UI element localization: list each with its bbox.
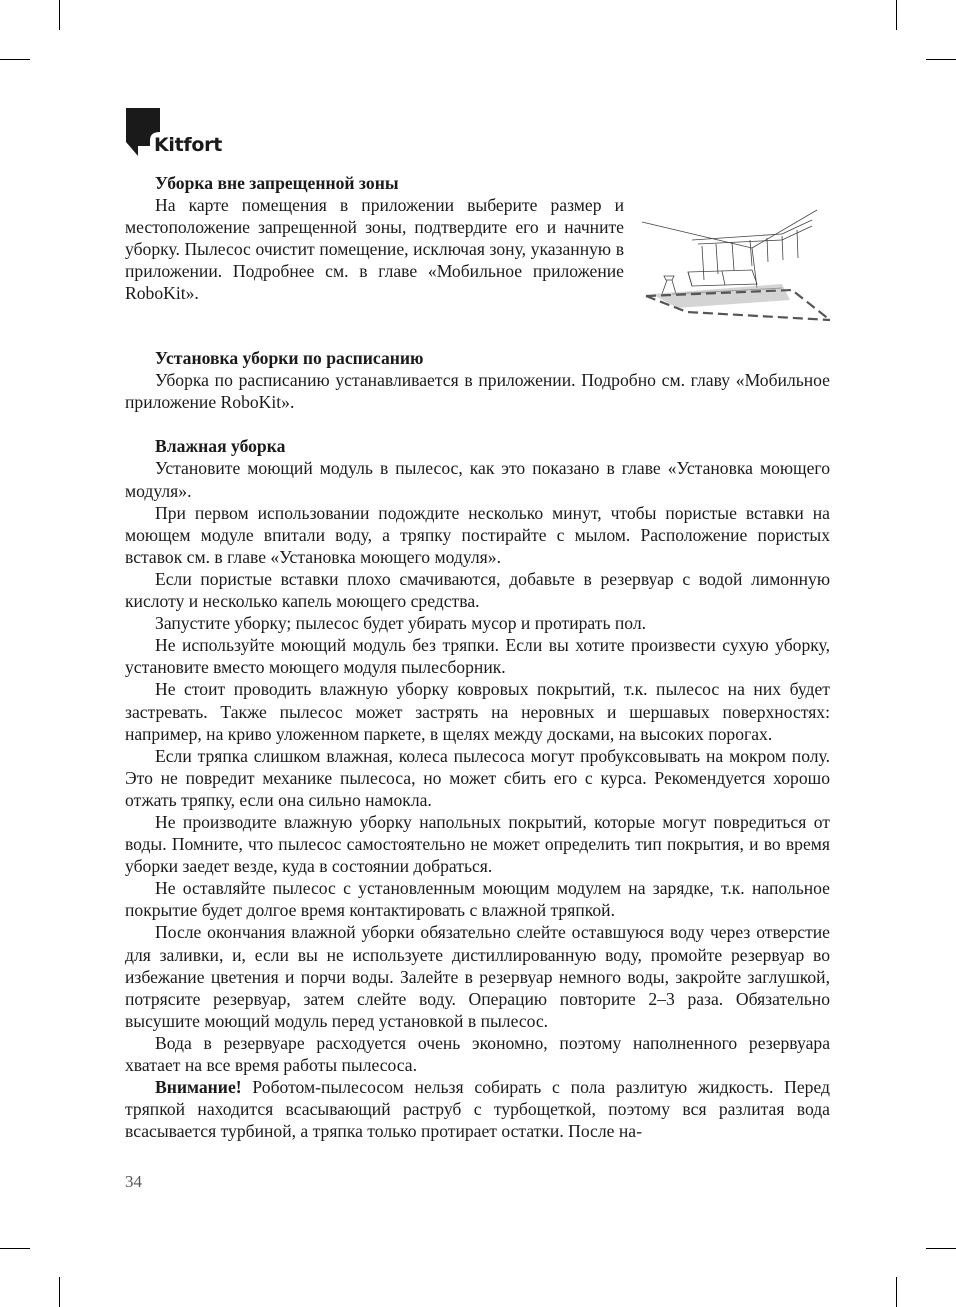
- crop-mark: [0, 59, 30, 60]
- crop-mark: [59, 1277, 60, 1307]
- section-title-zone: Уборка вне запрещенной зоны: [155, 173, 399, 193]
- section-title-schedule: Установка уборки по расписанию: [155, 348, 424, 369]
- wet-paragraph: При первом использовании подождите несколько минут, чтобы пористые вставки на моющем модуле впитали воду, а тряпку постирайте с мылом. Расположение пористых вставок см. в главе «Установка моющего модуля».: [125, 502, 830, 567]
- crop-mark: [926, 59, 956, 60]
- wet-paragraph: Вода в резервуаре расходуется очень экономно, поэтому наполненного резервуара хватает на все время работы пылесоса.: [125, 1032, 830, 1075]
- crop-mark: [59, 0, 60, 30]
- brand-name: Kitfort: [154, 134, 222, 156]
- section-title-wet: Влажная уборка: [155, 436, 286, 457]
- crop-mark: [896, 0, 897, 30]
- page-content: [125, 172, 830, 1142]
- wet-paragraph: Если пористые вставки плохо смачиваются, добавьте в резервуар с водой лимонную кислоту и несколько капель моющего средства.: [125, 568, 830, 612]
- warning-paragraph: [125, 1076, 830, 1142]
- wet-paragraph: После окончания влажной уборки обязательно слейте оставшуюся воду через отверстие для заливки, и, если вы не используете дистиллированную воду, промойте резервуар во избежание цветения и порчи воды. Залейте в резервуар немного воды, закройте заглушкой, потрясите резервуар, затем слейте воду. Операцию повторите 2–3 раза. Обязательно высушите моющий модуль перед установкой в пылесос.: [125, 922, 830, 1031]
- wet-paragraph: Не оставляйте пылесос с установленным моющим модулем на зарядке, т.к. напольное покрытие будет долгое время контактировать с влажной тряпкой.: [125, 878, 830, 921]
- wet-paragraph: Не стоит проводить влажную уборку ковровых покрытий, т.к. пылесос на них будет застревать. Также пылесос может застрять на неровных и шершавых поверхностях: например, на криво уложенном паркете, в щелях между досками, на высоких порогах.: [125, 679, 830, 744]
- room-zone-illustration: [632, 200, 832, 325]
- spacer: [125, 325, 830, 347]
- zone-text: На карте помещения в приложении выберите размер и местоположение запрещенной зоны, подтвердите его и начните уборку. Пылесос очистит помещение, исключая зону, указанную в приложении. Подробнее см. в главе «Мобильное приложение RoboKit».: [125, 195, 624, 304]
- wet-paragraph: Не используйте моющий модуль без тряпки. Если вы хотите произвести сухую уборку, установите вместо моющего модуля пылесборник.: [125, 635, 830, 678]
- warning-label: Внимание!: [155, 1077, 242, 1098]
- page-number: 34: [125, 1172, 142, 1191]
- crop-mark: [926, 1248, 956, 1249]
- spacer: [125, 413, 830, 435]
- warning-text: Роботом-пылесосом нельзя собирать с пола разлитую жидкость. Перед тряпкой находится всасывающий раструб с турбощеткой, поэтому вся разлитая вода всасывается турбиной, а тряпка только протирает остатки. После на-: [125, 1077, 830, 1142]
- schedule-text: Уборка по расписанию устанавливается в приложении. Подробно см. главу «Мобильное приложение RoboKit».: [125, 370, 830, 413]
- wet-paragraph: Запустите уборку; пылесос будет убирать мусор и протирать пол.: [155, 613, 647, 634]
- wet-paragraph: Не производите влажную уборку напольных покрытий, которые могут повредиться от воды. Помните, что пылесос самостоятельно не может определить тип покрытия, и во время уборки заедет везде, куда в состоянии добраться.: [125, 811, 830, 877]
- crop-mark: [0, 1248, 30, 1249]
- wet-paragraph: Установите моющий модуль в пылесос, как это показано в главе «Установка моющего модуля».: [125, 458, 830, 501]
- kitfort-logo: [126, 108, 236, 158]
- crop-mark: [896, 1277, 897, 1307]
- wet-paragraph: Если тряпка слишком влажная, колеса пылесоса могут пробуксовывать на мокром полу. Это не повредит механике пылесоса, но может сбить его с курса. Рекомендуется хорошо отжать тряпку, если она сильно намокла.: [125, 745, 830, 810]
